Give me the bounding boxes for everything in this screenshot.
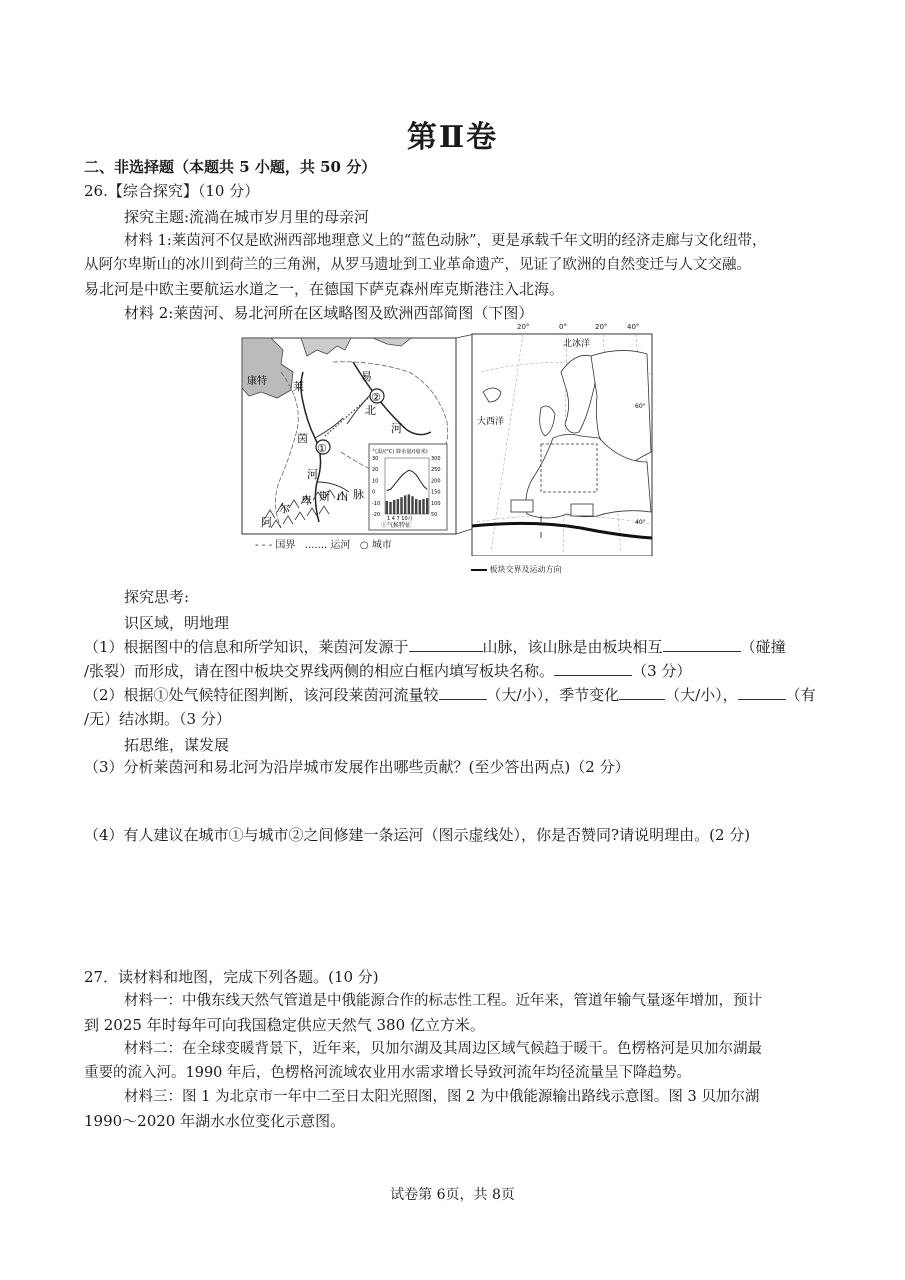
precip-bar [411, 496, 413, 514]
legend-canal: 运河 [330, 540, 351, 551]
q26-q4: （4）有人建议在城市①与城市②之间修建一条运河（图示虚线处），你是否赞同?请说明理由。(2 分) [84, 826, 751, 844]
q2-text-b: （大/小），季节变化 [486, 686, 620, 704]
q27-material3-line1: 材料三：图 1 为北京市一年中二至日太阳光照图，图 2 为中俄能源输出路线示意图。图 3 贝加尔湖 [124, 1089, 760, 1105]
climate-right-tick: 300 [431, 456, 441, 462]
page-title: 第Ⅱ卷 [406, 120, 499, 155]
legend-border: 国界 [275, 540, 296, 551]
climate-left-tick: -10 [372, 500, 381, 507]
precip-bar [389, 502, 391, 514]
alps-label-3: 卑 [301, 494, 312, 507]
arctic-label: 北冰洋 [563, 339, 591, 349]
precip-bar [404, 495, 406, 514]
city-2-label: ② [371, 391, 381, 404]
rhine-label-3: 河 [307, 468, 318, 481]
q26-header: 26.【综合探究】（10 分） [84, 182, 260, 200]
rhine-label-2: 茵 [297, 432, 308, 445]
precip-bar [408, 494, 410, 514]
kattegat-label: 康特 [247, 376, 267, 387]
alps-label-2: 尔 [279, 502, 290, 515]
q1-blank-2[interactable] [663, 637, 741, 652]
q26-theme: 探究主题:流淌在城市岁月里的母亲河 [124, 208, 370, 226]
alps-label-4: 斯 [319, 490, 330, 503]
lat-60-label: 60° [635, 403, 646, 410]
q26-material1-line2: 从阿尔卑斯山的冰川到荷兰的三角洲，从罗马遗址到工业革命遗产，见证了欧洲的自然变迁与人文交融。 [84, 257, 751, 273]
climate-right-tick: 50 [431, 512, 438, 518]
lon-20e: 20° [595, 323, 608, 331]
europe-map [471, 332, 657, 556]
climate-right-tick: 150 [431, 489, 441, 496]
q26-figure [241, 323, 661, 582]
elbe-label-1: 易 [361, 370, 372, 383]
precip-bar [393, 500, 395, 514]
q26-sub2: 拓思维，谋发展 [124, 736, 230, 754]
climate-months: 1 4 7 10月 [387, 516, 413, 522]
q26-material2: 材料 2:莱茵河、易北河所在区域略图及欧洲西部简图（下图） [124, 304, 534, 322]
q1-blank-3[interactable] [554, 661, 632, 676]
q1-text-e: （3 分） [632, 662, 692, 680]
plate-legend-text: 板块交界及运动方向 [489, 565, 562, 574]
climate-left-tick: 0 [372, 489, 376, 496]
precip-bar [415, 499, 417, 514]
climate-right-tick: 100 [431, 500, 441, 507]
q1-text-d: /张裂）而形成，请在图中板块交界线两侧的相应白框内填写板块名称。 [84, 662, 555, 680]
q27-material1-line2: 到 2025 年时每年可向我国稳定供应天然气 380 亿立方米。 [84, 1016, 485, 1034]
q26-sub1: 识区域，明地理 [124, 614, 230, 632]
elbe-label-2: 北 [365, 404, 376, 417]
regional-map [241, 332, 463, 542]
elbe-label-3: 河 [391, 422, 402, 435]
q27-material2-line2: 重要的流入河。1990 年后，色楞格河流域农业用水需求增长导致河流年均径流量呈下降趋势。 [84, 1065, 692, 1081]
climate-left-tick: -20 [372, 512, 381, 518]
alps-label-1: 阿 [261, 516, 272, 529]
q26-material1-line1: 材料 1:莱茵河不仅是欧洲西部地理意义上的“蓝色动脉”，更是承载千年文明的经济走廊与文化纽带， [124, 233, 767, 249]
climate-right-tick: 200 [431, 478, 441, 485]
q1-text-b: 山脉，该山脉是由板块相互 [482, 638, 663, 656]
climate-left-tick: 10 [372, 478, 379, 485]
page-footer: 试卷第 6页，共 8页 [390, 1187, 515, 1203]
q26-q2-line2: /无）结冰期。（3 分） [84, 710, 231, 728]
q1-text-a: （1）根据图中的信息和所学知识，莱茵河发源于 [84, 638, 409, 656]
lon-40e: 40° [627, 323, 640, 331]
rhine-label-1: 莱 [293, 380, 304, 393]
precip-bar [386, 501, 388, 514]
precip-bar [422, 499, 424, 514]
city-1-label: ① [317, 442, 327, 455]
q26-think: 探究思考: [124, 588, 190, 606]
precip-bar [397, 499, 399, 514]
q26-q2-line1 [84, 684, 816, 706]
q26-q1-line1 [84, 636, 786, 658]
lon-20w [517, 332, 528, 333]
q2-blank-2[interactable] [619, 685, 665, 700]
q27-material2-line1: 材料二：在全球变暖背景下，近年来，贝加尔湖及其周边区域气候趋于暖干。色楞格河是贝加尔湖最 [124, 1041, 762, 1057]
climate-title: 气温/(°C) 降水量/(毫米) [372, 449, 428, 455]
q2-text-d: （有 [785, 686, 816, 704]
lat-40-label: 40° [635, 519, 646, 526]
legend-city: 城市 [371, 540, 392, 551]
plate-legend [471, 564, 562, 575]
precip-bar [400, 497, 402, 514]
q27-material1-line1: 材料一：中俄东线天然气管道是中俄能源合作的标志性工程。近年来，管道年输气量逐年增加，预计 [124, 993, 762, 1009]
q26-q1-line2 [84, 660, 691, 682]
lon-0: 0° [559, 323, 567, 331]
climate-caption: ①气候特征 [381, 522, 412, 529]
q2-text-c: （大/小）， [665, 686, 738, 704]
q26-q3: （3）分析莱茵河和易北河为沿岸城市发展作出哪些贡献？(至少答出两点)（2 分） [84, 758, 630, 776]
q2-blank-1[interactable] [439, 685, 487, 700]
q2-text-a: （2）根据①处气候特征图判断，该河段莱茵河流量较 [84, 686, 439, 704]
climate-left-tick: 30 [372, 456, 379, 462]
atlantic-label: 大西洋 [477, 417, 505, 427]
q27-header: 27．读材料和地图，完成下列各题。(10 分) [84, 968, 379, 986]
section-heading: 二、非选择题（本题共 5 小题，共 50 分） [84, 158, 377, 176]
q26-material1-line3: 易北河是中欧主要航运水道之一，在德国下萨克森州库克斯港注入北海。 [84, 280, 565, 298]
left-map-legend: - - - 国界 ....... 运河 ○ 城市 [255, 540, 392, 551]
precip-bar [419, 500, 421, 514]
lon-20w: 20° [517, 323, 530, 331]
q27-material3-line2: 1990～2020 年湖水水位变化示意图。 [84, 1112, 346, 1130]
climate-right-tick: 250 [431, 467, 441, 474]
q2-blank-3[interactable] [738, 685, 786, 700]
precip-bar [426, 498, 428, 514]
q1-blank-1[interactable] [409, 637, 483, 652]
alps-label-6: 脉 [353, 488, 364, 501]
alps-label-5: 山 [337, 490, 348, 503]
climate-left-tick: 20 [372, 467, 379, 474]
q1-text-c: （碰撞 [740, 638, 786, 656]
